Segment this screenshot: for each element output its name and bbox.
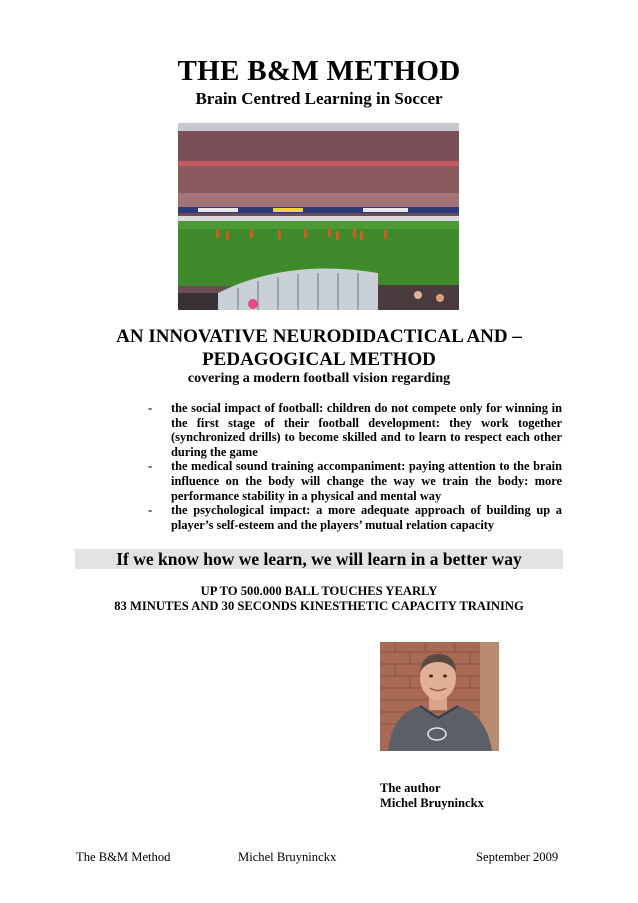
bullet-marker: - [148, 401, 153, 415]
ball-touches-text: UP TO 500.000 BALL TOUCHES YEARLY [200, 584, 438, 598]
stadium-photo [178, 123, 459, 310]
bullet-marker: - [148, 459, 153, 474]
author-photo [380, 642, 499, 751]
document-title: THE B&M METHOD [177, 55, 461, 87]
author-name: Michel Bruyninckx [380, 796, 484, 810]
list-item [148, 503, 562, 532]
bullet-text: the medical sound training accompaniment: paying attention to the brain influence on the body will change the way we train the body: more performance stability in a physical and mental way [171, 459, 562, 503]
headline [0, 325, 638, 371]
banner-text: If we know how we learn, we will learn in a better way [116, 549, 522, 569]
author-label: The author [380, 781, 441, 795]
covering-text: covering a modern football vision regarding [187, 371, 451, 386]
headline-line-2: PEDAGOGICAL METHOD [202, 349, 436, 370]
bullet-list [148, 401, 562, 532]
list-item [148, 401, 562, 459]
footer-date: September 2009 [476, 850, 559, 864]
document-subtitle: Brain Centred Learning in Soccer [195, 89, 443, 108]
list-item [148, 459, 562, 503]
footer-left: The B&M Method [76, 850, 171, 864]
footer-author: Michel Bruyninckx [238, 850, 337, 864]
bullet-text: the social impact of football: children do not compete only for winning in the first stage of their football development: they work together (synchronized drills) to become skilled and to learn to respect each other during the game [171, 401, 562, 459]
capacity-text: 83 MINUTES AND 30 SECONDS KINESTHETIC CAPACITY TRAINING [114, 599, 524, 613]
bullet-text: the psychological impact: a more adequate approach of building up a player’s self-esteem and the players’ mutual relation capacity [171, 503, 562, 532]
headline-line-1: AN INNOVATIVE NEURODIDACTICAL AND – [116, 326, 522, 347]
bullet-marker: - [148, 503, 153, 518]
